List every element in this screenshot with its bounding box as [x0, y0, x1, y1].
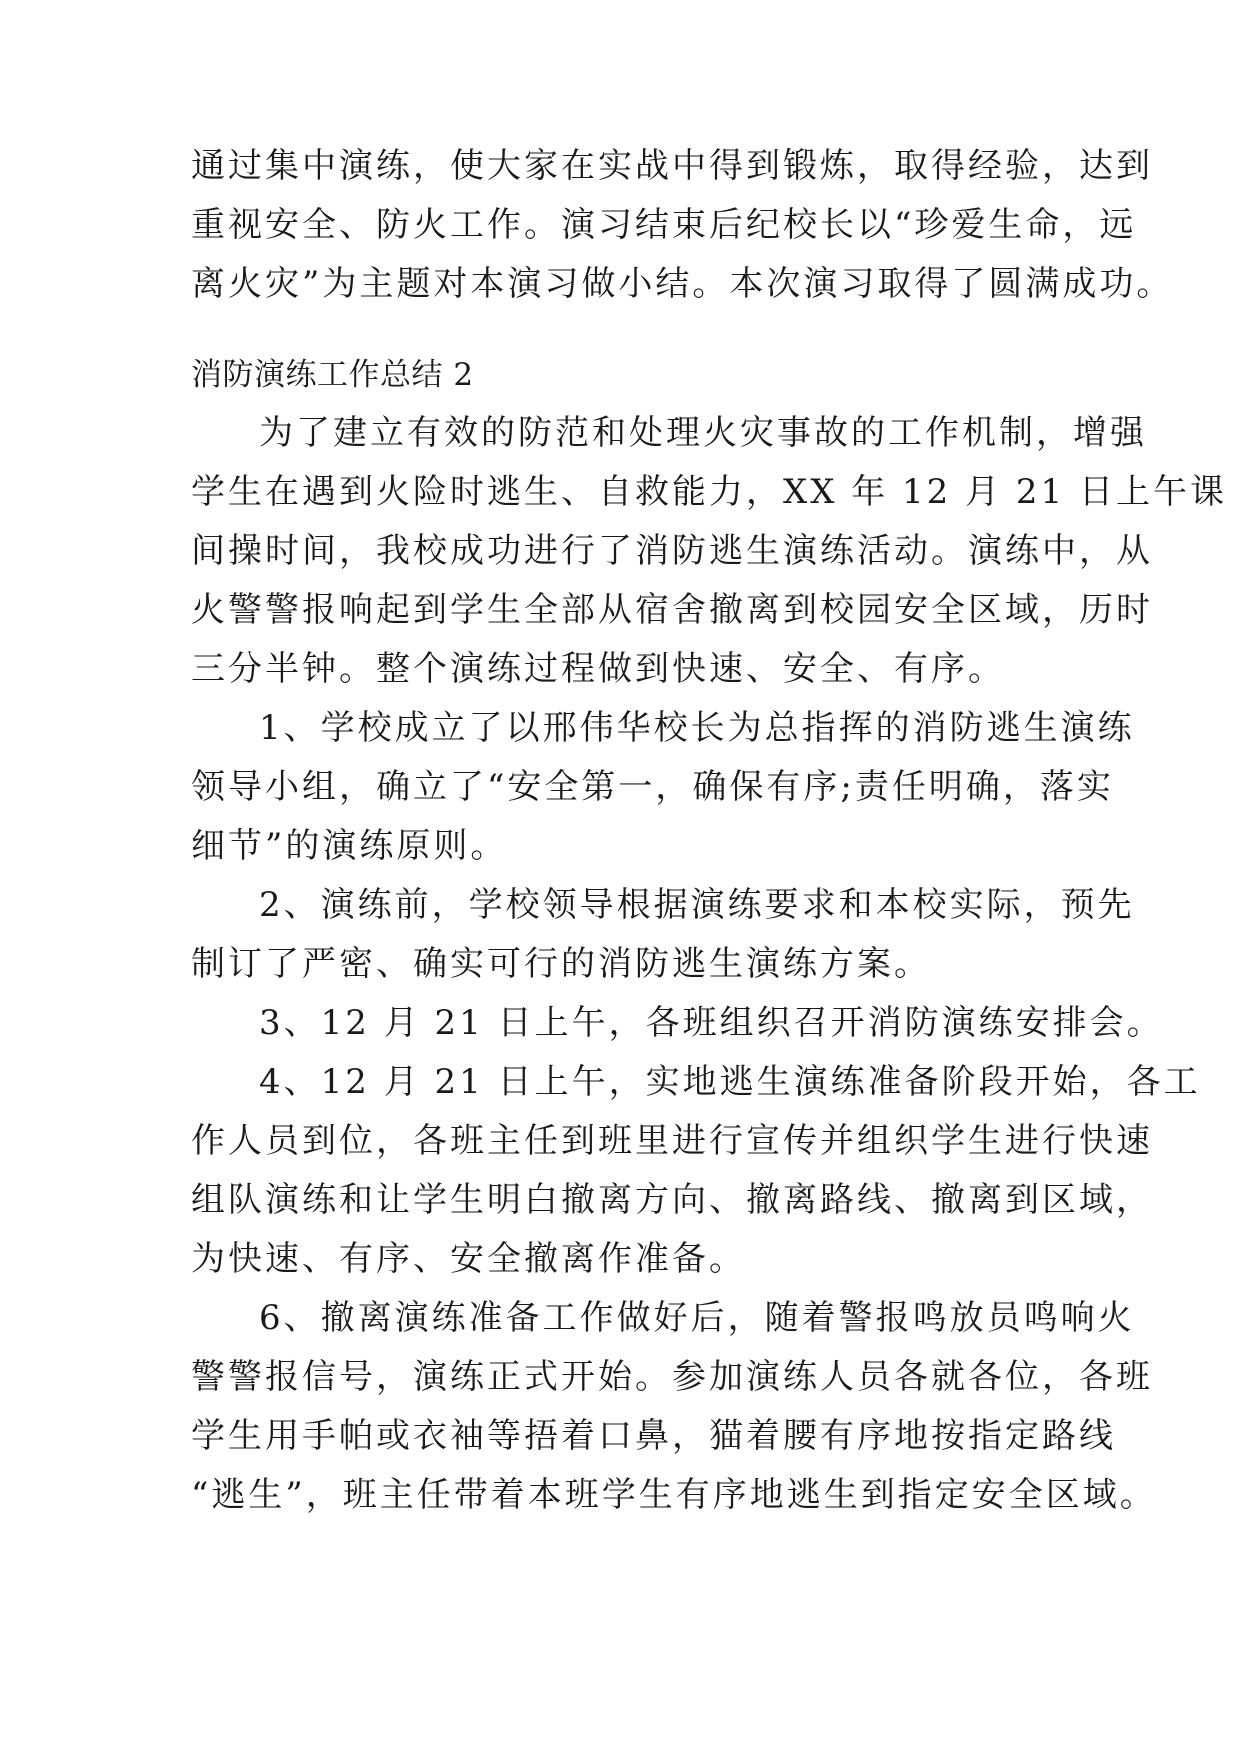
paragraph-line: 4、12 月 21 日上午，实地逃生演练准备阶段开始，各工 [259, 1062, 1201, 1102]
intro-line: 通过集中演练，使大家在实战中得到锻炼，取得经验，达到 [191, 146, 1153, 186]
paragraph-line: 为快速、有序、安全撤离作准备。 [191, 1239, 746, 1279]
section-title: 消防演练工作总结 2 [191, 357, 474, 393]
paragraph-line: 3、12 月 21 日上午，各班组织召开消防演练安排会。 [259, 1003, 1164, 1043]
paragraph-line: 为了建立有效的防范和处理火灾事故的工作机制，增强 [259, 413, 1147, 453]
paragraph-line: 6、撤离演练准备工作做好后，随着警报鸣放员鸣响火 [259, 1298, 1135, 1338]
paragraph-line: 火警警报响起到学生全部从宿舍撤离到校园安全区域，历时 [191, 590, 1153, 630]
paragraph-line: 2、演练前，学校领导根据演练要求和本校实际，预先 [259, 885, 1135, 925]
paragraph-line: 间操时间，我校成功进行了消防逃生演练活动。演练中，从 [191, 531, 1153, 571]
paragraph-line: “逃生”，班主任带着本班学生有序地逃生到指定安全区域。 [191, 1475, 1157, 1515]
paragraph-line: 作人员到位，各班主任到班里进行宣传并组织学生进行快速 [191, 1121, 1153, 1161]
paragraph-line: 学生用手帕或衣袖等捂着口鼻，猫着腰有序地按指定路线 [191, 1416, 1116, 1456]
intro-line: 重视安全、防火工作。演习结束后纪校长以“珍爱生命，远 [191, 205, 1137, 245]
paragraph-line: 制订了严密、确实可行的消防逃生演练方案。 [191, 944, 931, 984]
paragraph-line: 警警报信号，演练正式开始。参加演练人员各就各位，各班 [191, 1357, 1153, 1397]
paragraph-line: 1、学校成立了以邢伟华校长为总指挥的消防逃生演练 [259, 708, 1135, 748]
paragraph-line: 细节”的演练原则。 [191, 826, 508, 866]
paragraph-line: 领导小组，确立了“安全第一，确保有序;责任明确，落实 [191, 767, 1114, 807]
paragraph-line: 组队演练和让学生明白撤离方向、撤离路线、撤离到区域， [191, 1180, 1153, 1220]
paragraph-line: 学生在遇到火险时逃生、自救能力，XX 年 12 月 21 日上午课 [191, 472, 1227, 512]
intro-line: 离火灾”为主题对本演习做小结。本次演习取得了圆满成功。 [191, 264, 1174, 304]
paragraph-line: 三分半钟。整个演练过程做到快速、安全、有序。 [191, 649, 1005, 689]
